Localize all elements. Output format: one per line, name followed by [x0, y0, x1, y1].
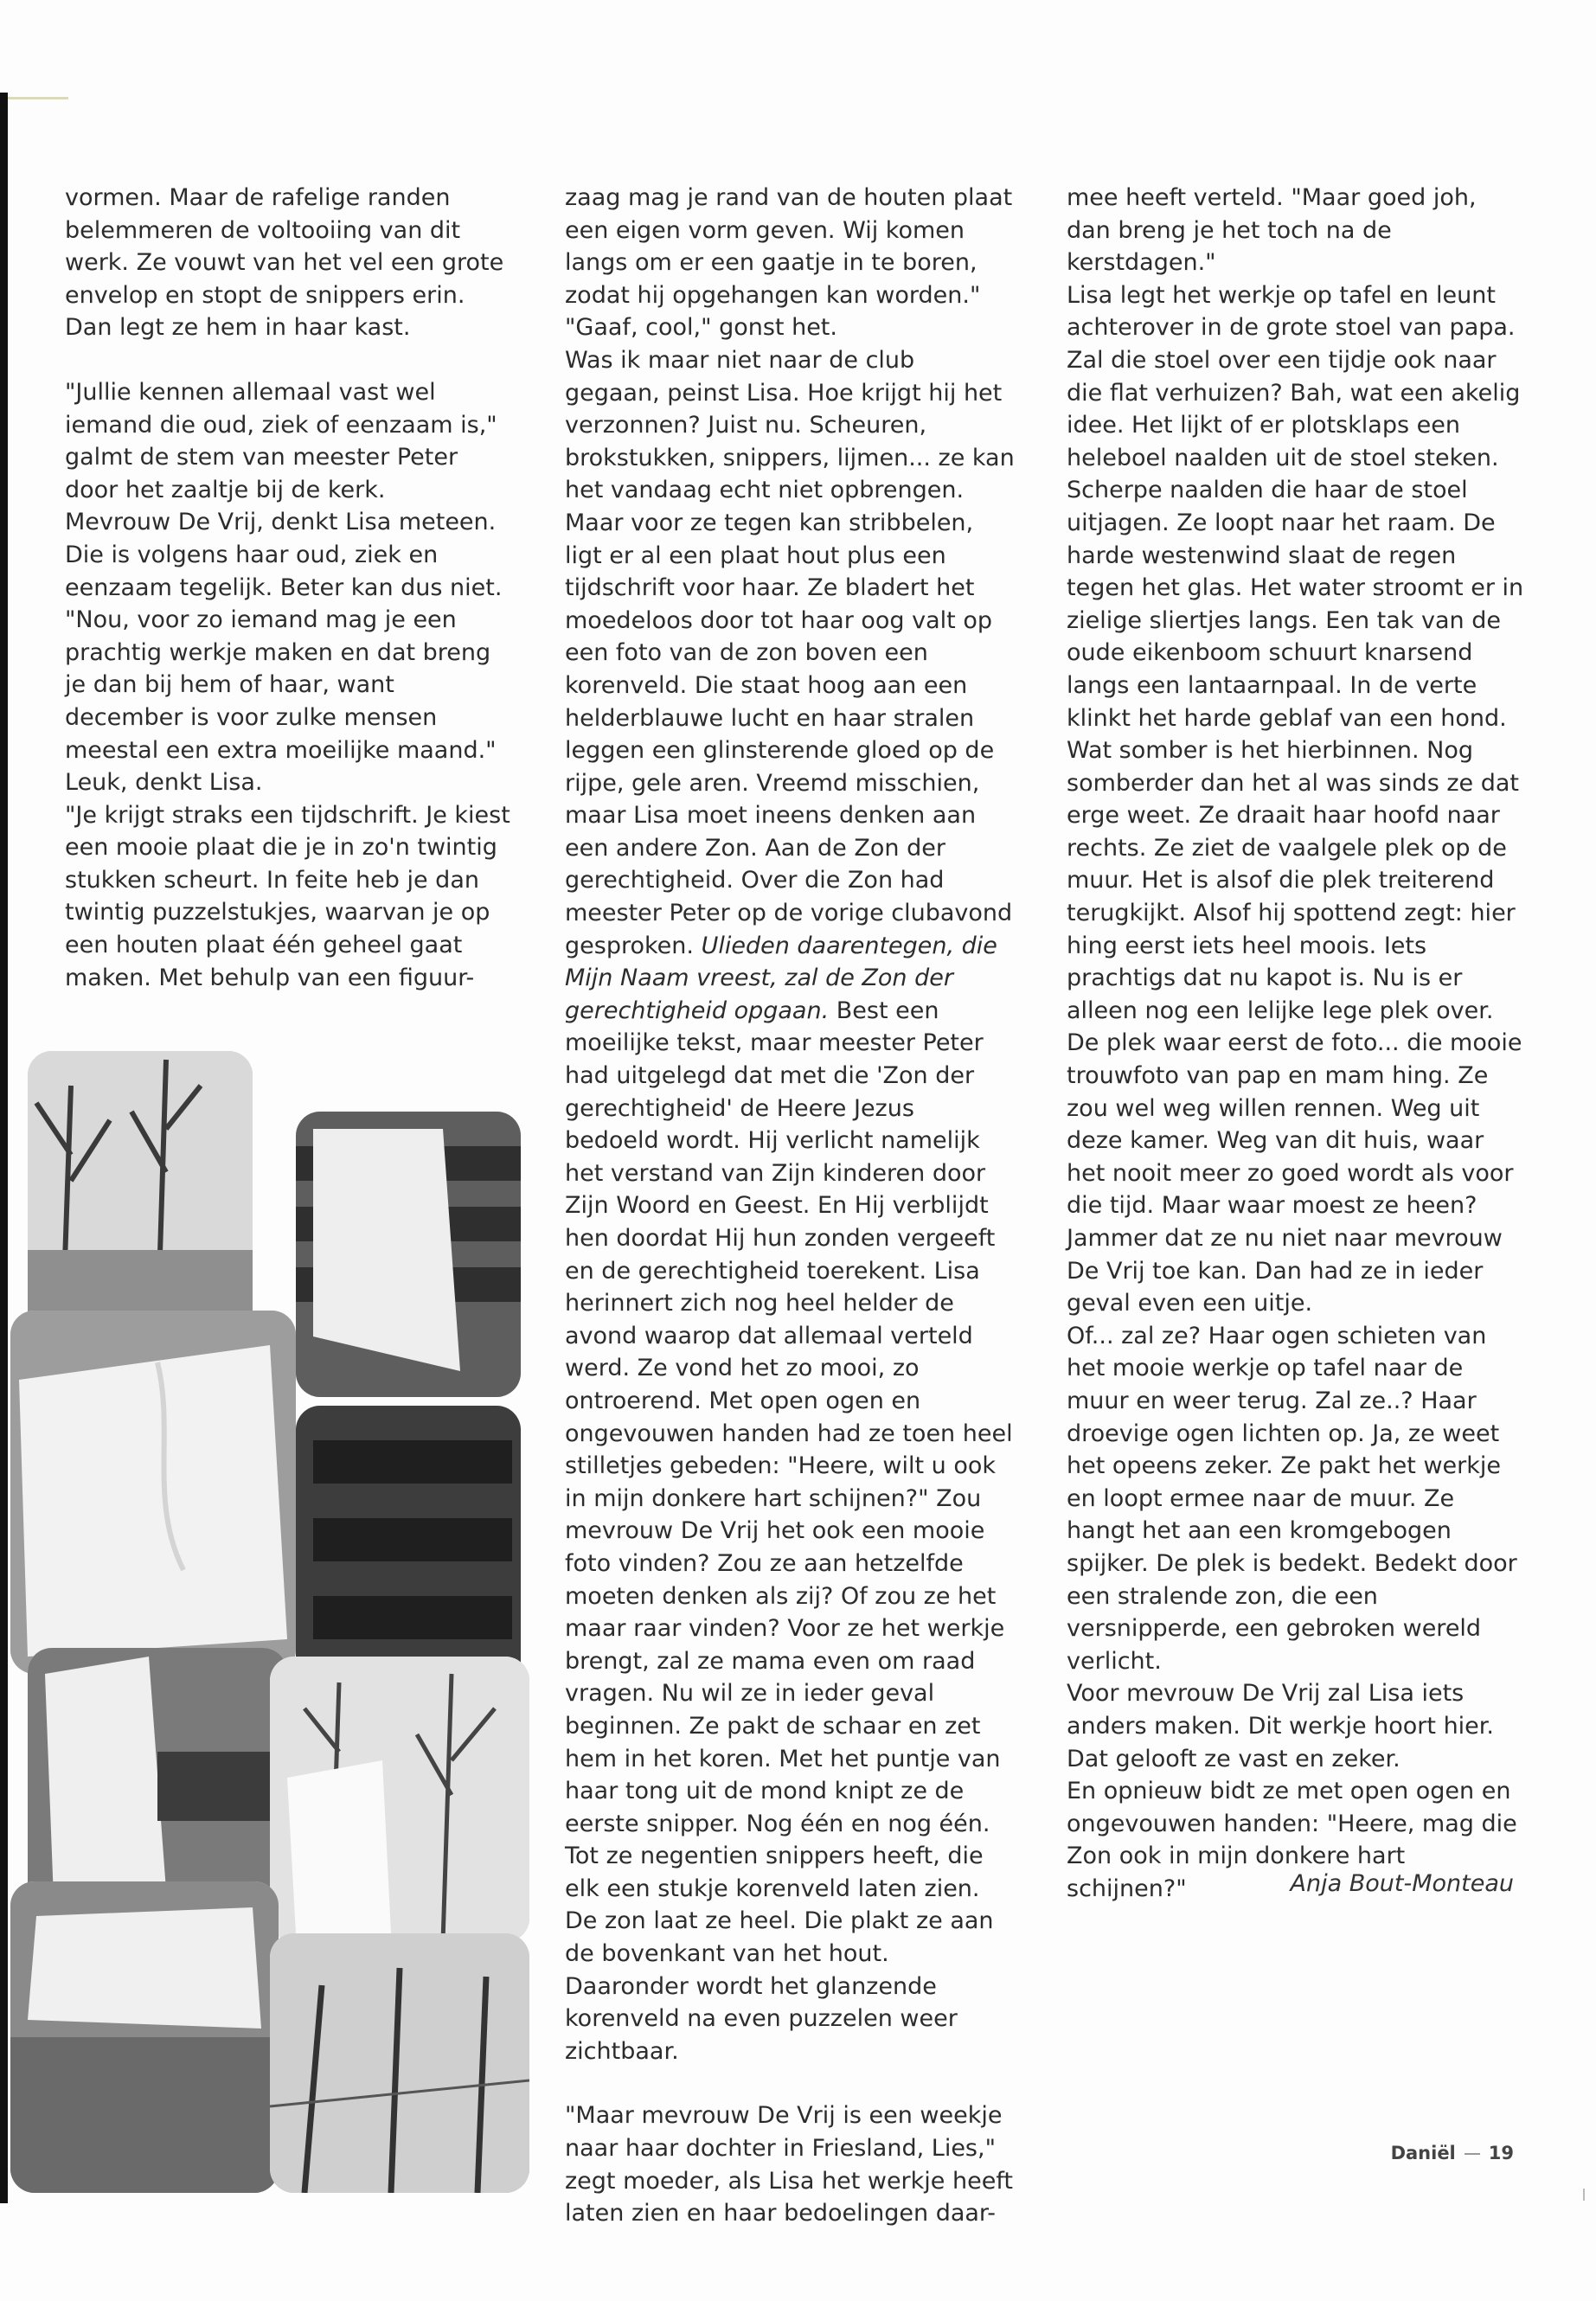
collage-photo-wall — [28, 1648, 287, 1907]
paragraph: "Jullie kennen allemaal vast wel iemand die oud, ziek of eenzaam is," galmt de stem van meester Peter door het zaaltje bij de kerk. — [65, 378, 497, 503]
paragraph: Leuk, denkt Lisa. — [65, 769, 263, 797]
paragraph: "Gaaf, cool," gonst het. — [565, 314, 837, 342]
photo-collage — [10, 1051, 529, 2193]
paragraph: "Nou, voor zo iemand mag je een prachtig werkje maken en dat breng je dan bij hem of haar, want december is voor zulke mensen meestal een extra moeilijke maand." — [65, 606, 497, 764]
collage-photo-trees — [28, 1051, 253, 1336]
paragraph: Lisa legt het werkje op tafel en leunt achterover in de grote stoel van papa. Zal die stoel over een tijdje ook naar die flat verhuizen? Bah, wat een akelig idee. Het lijkt of er plotsklaps een heleboel naalden uit de stoel steken. Scherpe naalden die haar de stoel uitjagen. Ze loopt naar het raam. De harde westenwind slaat de regen tegen het glas. Het water stroomt er in zielige sliertjes langs. Een tak van de oude eikenboom schuurt knarsend langs een lantaarnpaal. In de verte klinkt het harde geblaf van een hond. Wat somber is het hierbinnen. Nog somberder dan het al was sinds ze dat erge weet. Ze draait haar hoofd naar rechts. Ze ziet de vaalgele plek op de muur. Het is alsof die plek treiterend terugkijkt. Alsof hij spottend zegt: hier hing eerst iets heel moois. Iets prachtigs dat nu kapot is. Nu is er alleen nog een lelijke lege plek over. De plek waar eerst de foto... die mooie trouwfoto van pap en mam hing. Ze zou wel weg willen rennen. Weg uit deze kamer. Weg van dit huis, waar het nooit meer zo goed wordt als voor die tijd. Maar waar moest ze heen? Jammer dat ze nu niet naar mevrouw De Vrij toe kan. Dan had ze in ieder geval even een uitje. — [1067, 281, 1524, 1317]
paragraph: "Maar mevrouw De Vrij is een weekje naar haar dochter in Friesland, Lies," zegt moeder, als Lisa het werkje heeft laten zien en haar bedoelingen daar- — [565, 2102, 1013, 2227]
paragraph-text: Best een moeilijke tekst, maar meester Peter had uitgelegd dat met die 'Zon der gerechtigheid' de Heere Jezus bedoeld wordt. Hij verlicht namelijk het verstand van Zijn kinderen door Zijn Woord en Geest. En Hij verblijdt hen doordat Hij hun zonden vergeeft en de gerechtigheid toerekent. Lisa herinnert zich nog heel helder de avond waarop dat allemaal verteld werd. Ze vond het zo mooi, zo ontroerend. Met open ogen en ongevouwen handen had ze toen heel stilletjes gebeden: "Heere, wilt u ook in mijn donkere hart schijnen?" Zou mevrouw De Vrij het ook een mooie foto vinden? Zou ze aan hetzelfde moeten denken als zij? Of zou ze het maar raar vinden? Voor ze het werkje brengt, zal ze mama even om raad vragen. Nu wil ze in ieder geval beginnen. Ze pakt de schaar en zet hem in het koren. Met het puntje van haar tong uit de mond knipt ze de eerste snipper. Nog één en nog één. Tot ze negentien snippers heeft, die elk een stukje korenveld laten zien. De zon laat ze heel. Die plakt ze aan de bovenkant van het hout. Daaronder wordt het glanzende korenveld na even puzzelen weer zichtbaar. — [565, 997, 1013, 2065]
paragraph: zaag mag je rand van de houten plaat een eigen vorm geven. Wij komen langs om er een gaatje in te boren, zodat hij opgehangen kan worden." — [565, 184, 1013, 309]
paragraph: Voor mevrouw De Vrij zal Lisa iets anders maken. Dit werkje hoort hier. Dat gelooft ze vast en zeker. — [1067, 1680, 1495, 1772]
magazine-name: Daniël — [1390, 2143, 1456, 2163]
collage-photo-planks — [296, 1406, 521, 1691]
paragraph: Mevrouw De Vrij, denkt Lisa meteen. Die is volgens haar oud, ziek en eenzaam tegelijk. Beter kan dus niet. — [65, 509, 503, 601]
collage-photo-cloth — [10, 1311, 296, 1674]
column-1 — [65, 182, 515, 994]
collage-photo-bench — [296, 1112, 521, 1397]
paragraph: vormen. Maar de rafelige randen belemmeren de voltooiing van dit werk. Ze vouwt van het vel een grote envelop en stopt de snippers erin. Dan legt ze hem in haar kast. — [65, 184, 504, 342]
footer-separator — [1465, 2153, 1480, 2155]
collage-photo-winter-trees — [270, 1657, 529, 1942]
column-2 — [565, 182, 1015, 2230]
collage-photo-grass — [10, 1881, 279, 2193]
left-edge-rule — [0, 93, 8, 2203]
page-number: 19 — [1488, 2143, 1514, 2163]
column-3 — [1067, 182, 1525, 1905]
paragraph: mee heeft verteld. "Maar goed joh, dan breng je het toch na de kerstdagen." — [1067, 184, 1477, 277]
paragraph: "Je krijgt straks een tijdschrift. Je kiest een mooie plaat die je in zo'n twintig stukken scheurt. In feite heb je dan twintig puzzelstukjes, waarvan je op een houten plaat één geheel gaat maken. Met behulp van een figuur- — [65, 801, 510, 991]
author-signature: Anja Bout-Monteau — [1290, 1870, 1514, 1897]
paragraph: En opnieuw bidt ze met open ogen en ongevouwen handen: "Heere, mag die Zon ook in mijn donkere hart schijnen?" — [1067, 1778, 1517, 1902]
paragraph — [565, 344, 1015, 2067]
page-footer — [1391, 2143, 1514, 2163]
top-accent-line — [8, 97, 68, 99]
paragraph: Of... zal ze? Haar ogen schieten van het mooie werkje op tafel naar de muur en weer terug. Zal ze..? Haar droevige ogen lichten op. Ja, ze weet het opeens zeker. Ze pakt het werkje en loopt ermee naar de muur. Ze hangt het aan een kromgebogen spijker. De plek is bedekt. Bedekt door een stralende zon, die een versnipperde, een gebroken wereld verlicht. — [1067, 1322, 1517, 1675]
scripture-quote: Ulieden daarentegen, die Mijn Naam vreest, zal de Zon der gerechtigheid opgaan. — [565, 932, 997, 1024]
collage-photo-fence — [270, 1933, 529, 2193]
paragraph-text: Was ik maar niet naar de club gegaan, peinst Lisa. Hoe krijgt hij het verzonnen? Juist nu. Scheuren, brokstukken, snippers, lijmen... ze kan het vandaag echt niet opbrengen. Maar voor ze tegen kan stribbelen, ligt er al een plaat hout plus een tijdschrift voor haar. Ze bladert het moedeloos door tot haar oog valt op een foto van de zon boven een korenveld. Die staat hoog aan een helderblauwe lucht en haar stralen leggen een glinsterende gloed op de rijpe, gele aren. Vreemd misschien, maar Lisa moet ineens denken aan een andere Zon. Aan de Zon der gerechtigheid. Over die Zon had meester Peter op de vorige clubavond gesproken. — [565, 346, 1015, 959]
edge-mark — [1583, 2189, 1585, 2201]
